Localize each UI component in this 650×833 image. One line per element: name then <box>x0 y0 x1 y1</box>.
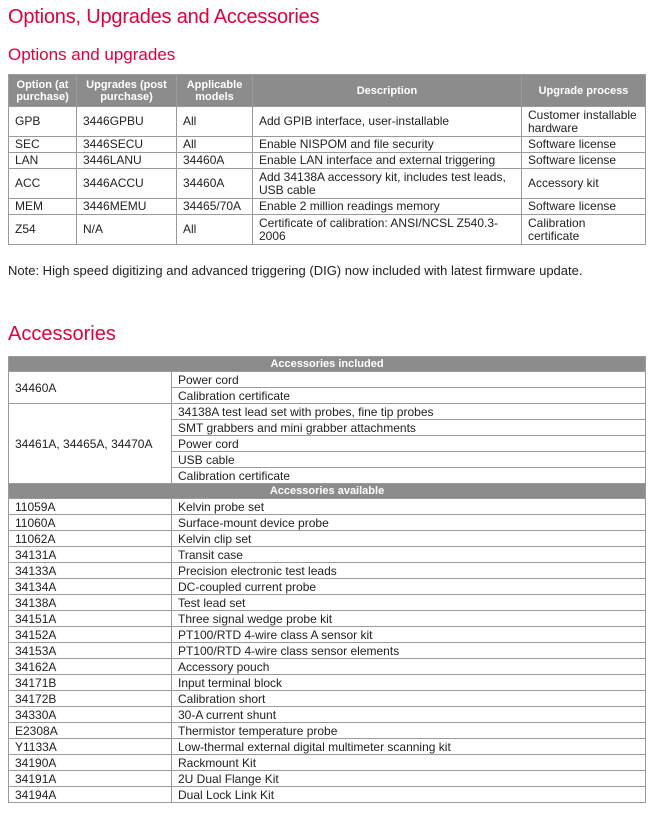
accessory-description-cell: PT100/RTD 4-wire class sensor elements <box>172 643 646 659</box>
included-model-cell: 34460A <box>9 372 172 404</box>
description-cell: Enable NISPOM and file security <box>253 137 522 153</box>
included-item-cell: 34138A test lead set with probes, fine tip probes <box>172 404 646 420</box>
process-cell: Software license <box>522 199 646 215</box>
options-table <box>8 74 646 245</box>
included-item-cell: Power cord <box>172 372 646 388</box>
included-item-cell: USB cable <box>172 452 646 468</box>
process-cell: Customer installable hardware <box>522 107 646 137</box>
accessory-description-cell: Precision electronic test leads <box>172 563 646 579</box>
option-cell: Z54 <box>9 215 77 245</box>
available-row <box>9 643 646 659</box>
accessory-description-cell: 30-A current shunt <box>172 707 646 723</box>
part-number-cell: 11060A <box>9 515 172 531</box>
header-upgrades-post-purchase: Upgrades (post purchase) <box>77 75 177 107</box>
upgrade-cell: 3446GPBU <box>77 107 177 137</box>
options-row <box>9 107 646 137</box>
included-header-row <box>9 357 646 372</box>
available-row <box>9 739 646 755</box>
accessory-description-cell: Accessory pouch <box>172 659 646 675</box>
accessory-description-cell: Thermistor temperature probe <box>172 723 646 739</box>
available-row <box>9 723 646 739</box>
accessory-description-cell: Dual Lock Link Kit <box>172 787 646 803</box>
upgrade-cell: 3446ACCU <box>77 169 177 199</box>
part-number-cell: 34172B <box>9 691 172 707</box>
available-row <box>9 771 646 787</box>
included-item-cell: Power cord <box>172 436 646 452</box>
models-cell: All <box>177 215 253 245</box>
accessory-description-cell: Transit case <box>172 547 646 563</box>
accessory-description-cell: DC-coupled current probe <box>172 579 646 595</box>
accessory-description-cell: Kelvin probe set <box>172 499 646 515</box>
part-number-cell: 34162A <box>9 659 172 675</box>
part-number-cell: 34190A <box>9 755 172 771</box>
part-number-cell: 34194A <box>9 787 172 803</box>
models-cell: All <box>177 107 253 137</box>
header-applicable-models: Applicable models <box>177 75 253 107</box>
accessory-description-cell: Three signal wedge probe kit <box>172 611 646 627</box>
accessories-section-title: Accessories <box>8 323 116 345</box>
available-row <box>9 755 646 771</box>
header-option-at-purchase: Option (at purchase) <box>9 75 77 107</box>
available-row <box>9 547 646 563</box>
description-cell: Enable 2 million readings memory <box>253 199 522 215</box>
available-row <box>9 563 646 579</box>
options-row <box>9 169 646 199</box>
upgrade-cell: 3446SECU <box>77 137 177 153</box>
accessory-description-cell: Low-thermal external digital multimeter scanning kit <box>172 739 646 755</box>
accessory-description-cell: Surface-mount device probe <box>172 515 646 531</box>
part-number-cell: E2308A <box>9 723 172 739</box>
accessory-description-cell: PT100/RTD 4-wire class A sensor kit <box>172 627 646 643</box>
available-row <box>9 531 646 547</box>
part-number-cell: 34171B <box>9 675 172 691</box>
available-row <box>9 611 646 627</box>
description-cell: Enable LAN interface and external triggering <box>253 153 522 169</box>
accessory-description-cell: Input terminal block <box>172 675 646 691</box>
included-model-cell: 34461A, 34465A, 34470A <box>9 404 172 484</box>
part-number-cell: 34330A <box>9 707 172 723</box>
options-header-row <box>9 75 646 107</box>
available-row <box>9 787 646 803</box>
part-number-cell: 11059A <box>9 499 172 515</box>
part-number-cell: 34131A <box>9 547 172 563</box>
available-row <box>9 515 646 531</box>
part-number-cell: 11062A <box>9 531 172 547</box>
included-item-cell: SMT grabbers and mini grabber attachments <box>172 420 646 436</box>
upgrade-cell: N/A <box>77 215 177 245</box>
available-row <box>9 627 646 643</box>
accessory-description-cell: Kelvin clip set <box>172 531 646 547</box>
included-item-cell: Calibration certificate <box>172 468 646 484</box>
options-row <box>9 137 646 153</box>
part-number-cell: 34134A <box>9 579 172 595</box>
included-row <box>9 404 646 420</box>
part-number-cell: 34152A <box>9 627 172 643</box>
firmware-note: Note: High speed digitizing and advanced triggering (DIG) now included with latest firmware update. <box>8 263 583 278</box>
process-cell: Software license <box>522 153 646 169</box>
description-cell: Certificate of calibration: ANSI/NCSL Z540.3-2006 <box>253 215 522 245</box>
description-cell: Add GPIB interface, user-installable <box>253 107 522 137</box>
option-cell: GPB <box>9 107 77 137</box>
part-number-cell: 34151A <box>9 611 172 627</box>
available-row <box>9 691 646 707</box>
part-number-cell: 34191A <box>9 771 172 787</box>
models-cell: 34460A <box>177 153 253 169</box>
included-row <box>9 372 646 388</box>
options-section-title: Options and upgrades <box>8 45 176 64</box>
part-number-cell: 34153A <box>9 643 172 659</box>
option-cell: SEC <box>9 137 77 153</box>
description-cell: Add 34138A accessory kit, includes test leads, USB cable <box>253 169 522 199</box>
option-cell: LAN <box>9 153 77 169</box>
included-item-cell: Calibration certificate <box>172 388 646 404</box>
available-row <box>9 579 646 595</box>
part-number-cell: Y1133A <box>9 739 172 755</box>
process-cell: Calibration certificate <box>522 215 646 245</box>
available-header: Accessories available <box>9 484 646 499</box>
options-row <box>9 153 646 169</box>
available-row <box>9 595 646 611</box>
included-header: Accessories included <box>9 357 646 372</box>
available-row <box>9 499 646 515</box>
option-cell: ACC <box>9 169 77 199</box>
options-row <box>9 199 646 215</box>
models-cell: 34465/70A <box>177 199 253 215</box>
accessories-table <box>8 356 646 803</box>
models-cell: 34460A <box>177 169 253 199</box>
process-cell: Accessory kit <box>522 169 646 199</box>
available-header-row <box>9 484 646 499</box>
page-title: Options, Upgrades and Accessories <box>8 6 320 28</box>
available-row <box>9 675 646 691</box>
process-cell: Software license <box>522 137 646 153</box>
available-row <box>9 707 646 723</box>
header-description: Description <box>253 75 522 107</box>
options-row <box>9 215 646 245</box>
header-upgrade-process: Upgrade process <box>522 75 646 107</box>
part-number-cell: 34133A <box>9 563 172 579</box>
accessory-description-cell: 2U Dual Flange Kit <box>172 771 646 787</box>
upgrade-cell: 3446MEMU <box>77 199 177 215</box>
part-number-cell: 34138A <box>9 595 172 611</box>
accessory-description-cell: Calibration short <box>172 691 646 707</box>
accessory-description-cell: Rackmount Kit <box>172 755 646 771</box>
option-cell: MEM <box>9 199 77 215</box>
upgrade-cell: 3446LANU <box>77 153 177 169</box>
available-row <box>9 659 646 675</box>
accessory-description-cell: Test lead set <box>172 595 646 611</box>
models-cell: All <box>177 137 253 153</box>
